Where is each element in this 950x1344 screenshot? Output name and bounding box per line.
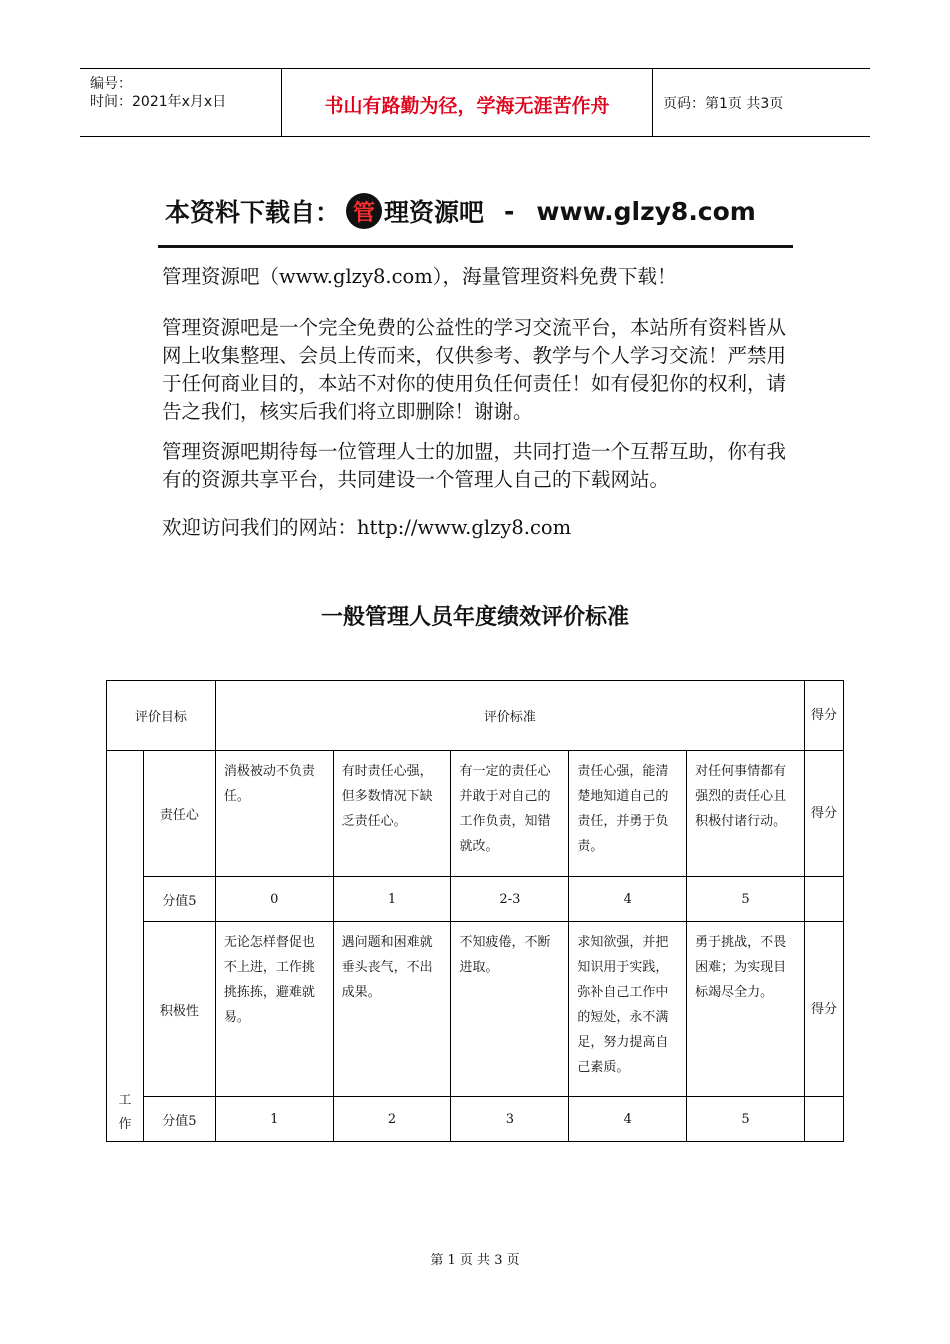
- table-row: [107, 751, 844, 877]
- criterion-cell: 遇问题和困难就垂头丧气，不出成果。: [341, 935, 433, 1000]
- table-header-row: [107, 681, 844, 751]
- download-banner: [165, 192, 756, 230]
- criterion-cell: 有一定的责任心并敢于对自己的工作负责，知错就改。: [459, 764, 551, 854]
- header-meta-cell: [80, 69, 282, 136]
- criterion-cell: 消极被动不负责任。: [223, 764, 315, 804]
- banner-dash: -: [504, 196, 515, 226]
- points-cell: 4: [569, 877, 687, 922]
- score-cell: 得分: [810, 1001, 837, 1017]
- item-label: 责任心: [143, 751, 215, 877]
- score-input-cell[interactable]: [804, 1097, 843, 1142]
- score-cell: 得分: [810, 806, 837, 821]
- banner-prefix: 本资料下载自：: [165, 198, 341, 227]
- table-row: [107, 877, 844, 922]
- time-label: 时间：2021年x月x日: [90, 94, 227, 110]
- notice-paragraph-4: 欢迎访问我们的网站：http://www.glzy8.com: [162, 516, 572, 539]
- banner-site-name: 理资源吧: [384, 198, 485, 227]
- criterion-cell: 责任心强，能清楚地知道自己的责任，并勇于负责。: [577, 764, 669, 854]
- header-page-cell: [653, 69, 870, 136]
- points-cell: 5: [687, 1097, 805, 1142]
- side-label: 工作: [107, 751, 144, 1142]
- header-standard: 评价标准: [215, 681, 804, 751]
- points-cell: 1: [215, 1097, 333, 1142]
- points-cell: 4: [569, 1097, 687, 1142]
- header-target: 评价目标: [107, 681, 216, 751]
- points-label: 分值5: [143, 1097, 215, 1142]
- banner-url[interactable]: www.glzy8.com: [536, 196, 756, 226]
- points-cell: 5: [687, 877, 805, 922]
- score-input-cell[interactable]: [804, 877, 843, 922]
- criterion-cell: 勇于挑战，不畏困难；为实现目标竭尽全力。: [695, 935, 787, 1000]
- criterion-cell: 不知疲倦，不断进取。: [459, 935, 551, 975]
- notice-paragraph-3: 管理资源吧期待每一位管理人士的加盟，共同打造一个互帮互助，你有我有的资源共享平台，共同建设一个管理人自己的下载网站。: [162, 440, 787, 491]
- site-logo: 管: [346, 193, 382, 229]
- points-label: 分值5: [143, 877, 215, 922]
- notice-paragraph-1: 管理资源吧（www.glzy8.com），海量管理资料免费下载！: [162, 265, 677, 288]
- points-cell: 3: [451, 1097, 569, 1142]
- criterion-cell: 有时责任心强，但多数情况下缺乏责任心。: [341, 764, 433, 829]
- page-info: 页码：第1页 共3页: [663, 96, 784, 112]
- header-motto-cell: [282, 69, 653, 136]
- criterion-cell: 求知欲强，并把知识用于实践，弥补自己工作中的短处，永不满足，努力提高自己素质。: [577, 935, 669, 1075]
- header-score: 得分: [810, 708, 837, 723]
- criterion-cell: 对任何事情都有强烈的责任心且积极付诸行动。: [695, 764, 787, 829]
- document-title: 一般管理人员年度绩效评价标准: [320, 605, 629, 630]
- criterion-cell: 无论怎样督促也不上进，工作挑挑拣拣，避难就易。: [223, 935, 315, 1025]
- table-row: [107, 1097, 844, 1142]
- item-label: 积极性: [143, 922, 215, 1097]
- points-cell: 2-3: [451, 877, 569, 922]
- motto: 书山有路勤为径，学海无涯苦作舟: [324, 95, 610, 117]
- points-cell: 0: [215, 877, 333, 922]
- number-label: 编号：: [90, 76, 132, 92]
- evaluation-table: [106, 680, 844, 1142]
- banner-divider: [158, 245, 793, 248]
- table-row: [107, 922, 844, 1097]
- points-cell: 2: [333, 1097, 451, 1142]
- notice-paragraph-2: 管理资源吧是一个完全免费的公益性的学习交流平台，本站所有资料皆从网上收集整理、会员上传而来，仅供参考、教学与个人学习交流！严禁用于任何商业目的，本站不对你的使用负任何责任！如有侵犯你的权利，请告之我们，核实后我们将立即删除！谢谢。: [162, 316, 787, 423]
- page-header: [80, 68, 870, 137]
- points-cell: 1: [333, 877, 451, 922]
- page-footer: 第 1 页 共 3 页: [430, 1253, 520, 1268]
